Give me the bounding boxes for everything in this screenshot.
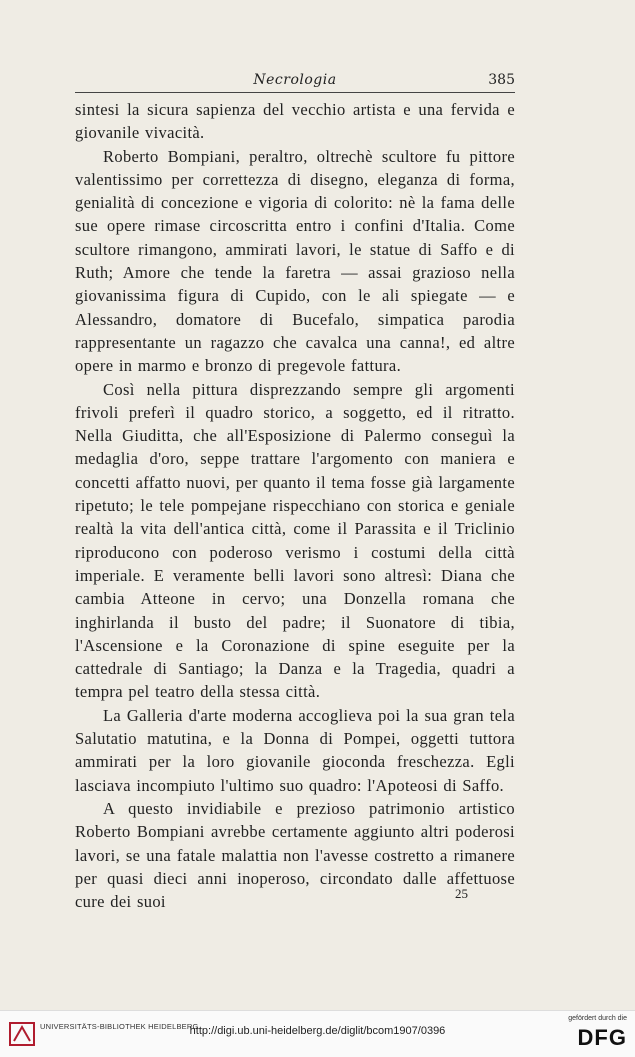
article-body (75, 98, 515, 913)
paragraph: Roberto Bompiani, peraltro, oltrechè scultore fu pittore valentissimo per correttezza di disegno, eleganza di forma, genialità di concezione e vigoria di colorito: nè la fama delle sue opere rimase circoscritta entro i confini d'Italia. Come scultore rimangono, ammirati lavori, le statue di Saffo e di Ruth; Amore che tende la faretra — assai grazioso nella giovanissima figura di Cupido, con le ali spiegate — e Alessandro, domatore di Bucefalo, simpatica parodia rappresentante un ragazzo che cavalca una canna!, ed altre opere in marmo e bronzo di pregevole fattura. (75, 146, 515, 376)
running-title: Necrologia (253, 72, 337, 88)
funder-logo: DFG (577, 1025, 627, 1050)
running-header (75, 70, 515, 93)
funder-note: gefördert durch die (568, 1015, 627, 1022)
paragraph: Così nella pittura disprezzando sempre gli argomenti frivoli preferì il quadro storico, a soggetto, ed il ritratto. Nella Giuditta, che all'Esposizione di Palermo conseguì la medaglia d'oro, seppe trattare l'argomento con maniera e concetti affatto nuovi, per quanto il tema fosse già largamente ripetuto; le tele pompejane rispecchiano con storica e geniale realtà la vita dell'antica città, come il Parassita e il Triclinio riproducono con poderoso verismo i costumi della città imperiale. E veramente belli lavori sono altresì: Diana che cambia Atteone in cervo; una Donzella romana che inghirlanda il busto del padre; il Suonatore di tibia, l'Ascensione e la Coronazione di spine eseguite per la cattedrale di Santiago; la Danza e la Tragedia, quadri a tempra pel teatro della stessa città. (75, 379, 515, 702)
page-number: 385 (488, 72, 515, 88)
paragraph: A questo invidiabile e prezioso patrimonio artistico Roberto Bompiani avrebbe certamente aggiunto altri poderosi lavori, se una fatale malattia non l'avesse costretto a rimanere per quasi dieci anni inoperoso, circondato dalle affettuose cure dei suoi (75, 798, 515, 912)
paragraph: sintesi la sicura sapienza del vecchio artista e una fervida e giovanile vivacità. (75, 100, 515, 143)
library-name: UNIVERSITÄTS-BIBLIOTHEK HEIDELBERG (40, 1022, 199, 1031)
signature-mark: 25 (455, 886, 468, 901)
paragraph: La Galleria d'arte moderna accoglieva poi la sua gran tela Salutatio matutina, e la Donna di Pompei, oggetti tuttora ammirati per la loro giovanile gioconda freschezza. Egli lasciava incompiuto l'ultimo suo quadro: l'Apoteosi di Saffo. (75, 705, 515, 795)
viewer-footer (0, 1010, 635, 1057)
permalink[interactable]: http://digi.ub.uni-heidelberg.de/diglit/bcom1907/0396 (189, 1025, 446, 1037)
